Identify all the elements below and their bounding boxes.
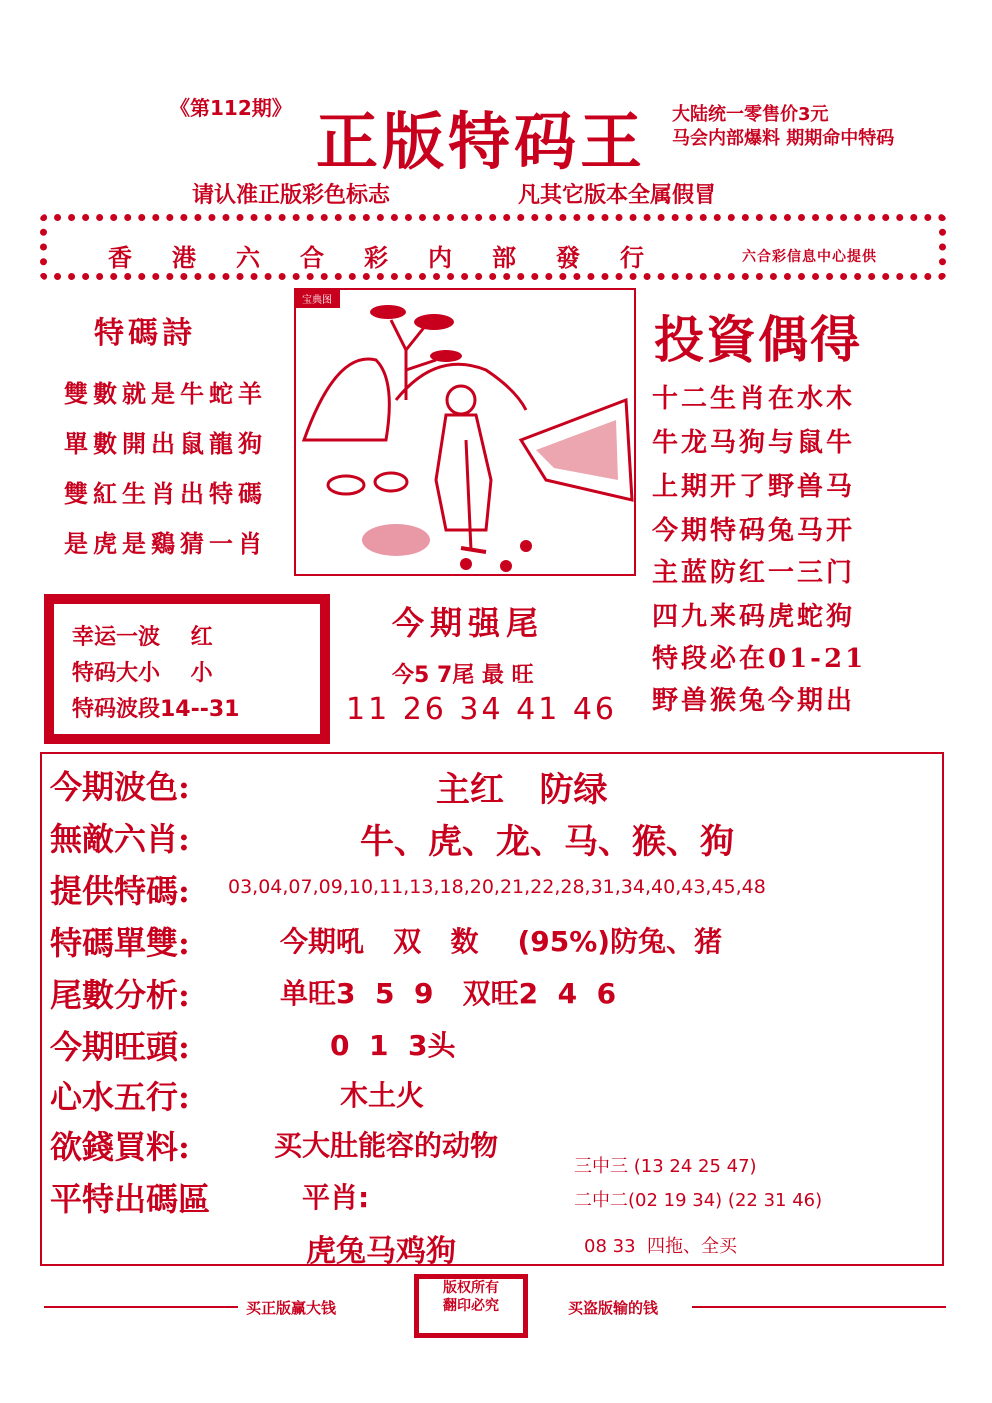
insider-note: 马会内部爆料 期期命中特码 xyxy=(672,128,895,149)
row-label-lucky-head: 今期旺頭: xyxy=(50,1028,190,1066)
counterfeit-notice: 凡其它版本全属假冒 xyxy=(518,183,717,208)
flat-animals: 虎兔马鸡狗 xyxy=(306,1234,456,1269)
footer-divider-right xyxy=(692,1306,946,1308)
invest-line: 主蓝防红一三门 xyxy=(652,558,856,588)
invest-line: 四九来码虎蛇狗 xyxy=(652,602,856,632)
combo-two: 二中二(02 19 34) (22 31 46) xyxy=(574,1190,823,1211)
row-value-six-zodiac: 牛、虎、龙、马、猴、狗 xyxy=(360,822,734,862)
invest-line: 十二生肖在水木 xyxy=(652,384,856,414)
banner-subtitle: 六合彩信息中心提供 xyxy=(742,249,877,265)
row-label-paid-info: 欲錢買料: xyxy=(50,1128,190,1166)
page-title: 正版特码王 xyxy=(316,105,647,178)
row-label-six-zodiac: 無敵六肖: xyxy=(50,820,190,858)
invest-line: 野兽猴兔今期出 xyxy=(652,686,856,716)
row-value-tail-analysis: 单旺3 5 9 双旺2 4 6 xyxy=(280,977,617,1010)
issue-number: 《第112期》 xyxy=(170,96,292,120)
poem-line: 單數開出鼠龍狗 xyxy=(64,429,267,458)
footer-slogan-left: 买正版赢大钱 xyxy=(246,1299,337,1317)
banner-title: 香港六合彩内部發行 xyxy=(108,243,684,272)
row-value-paid-info: 买大肚能容的动物 xyxy=(274,1129,499,1162)
row-value-odd-even: 今期吼 双 数 (95%)防兔、猪 xyxy=(280,925,723,958)
poem-line: 雙數就是牛蛇羊 xyxy=(64,379,267,408)
price-note: 大陆统一零售价3元 xyxy=(672,104,829,125)
row-label-special-numbers: 提供特碼: xyxy=(50,872,190,910)
strong-tail-sub: 今5 7尾 最 旺 xyxy=(392,663,534,688)
row-label-flat-zone: 平特出碼區 xyxy=(50,1180,211,1218)
poem-title: 特碼詩 xyxy=(94,316,196,351)
strong-tail-numbers: 11 26 34 41 46 xyxy=(346,692,618,727)
invest-line: 今期特码兔马开 xyxy=(652,516,856,546)
copyright-line: 版权所有 xyxy=(443,1280,499,1296)
copyright-box xyxy=(414,1274,528,1338)
invest-line: 牛龙马狗与鼠牛 xyxy=(652,428,856,458)
poem-line: 是虎是鷄猜一肖 xyxy=(64,529,267,558)
row-value-flat-zodiac: 平肖: xyxy=(302,1181,370,1214)
invest-title: 投資偶得 xyxy=(654,310,862,369)
luck-size: 特码大小 小 xyxy=(72,661,213,686)
row-label-tail-analysis: 尾數分析: xyxy=(50,976,190,1014)
luck-wave: 幸运一波 红 xyxy=(72,625,213,650)
row-value-lucky-head: 0 1 3头 xyxy=(330,1029,456,1062)
row-value-special-numbers: 03,04,07,09,10,11,13,18,20,21,22,28,31,34,40,43,45,48 xyxy=(228,876,766,898)
combo-three: 三中三 (13 24 25 47) xyxy=(574,1156,757,1177)
combo-drag: 08 33 四拖、全买 xyxy=(584,1236,737,1257)
stamp-label: 宝典图 xyxy=(302,295,332,306)
row-value-five-elements: 木土火 xyxy=(340,1079,425,1112)
invest-line: 特段必在01-21 xyxy=(652,644,867,674)
luck-range: 特码波段14--31 xyxy=(72,697,240,722)
illustration xyxy=(294,288,636,576)
invest-line: 上期开了野兽马 xyxy=(652,472,856,502)
row-label-odd-even: 特碼單雙: xyxy=(50,924,190,962)
footer-divider-left xyxy=(44,1306,238,1308)
row-label-five-elements: 心水五行: xyxy=(50,1078,190,1116)
strong-tail-title: 今期强尾 xyxy=(392,604,545,642)
row-value-wave-color: 主红 防绿 xyxy=(436,770,608,810)
row-label-wave-color: 今期波色: xyxy=(50,768,190,806)
poem-line: 雙紅生肖出特碼 xyxy=(64,479,267,508)
reprint-line: 翻印必究 xyxy=(443,1298,499,1314)
farmer-illustration xyxy=(296,290,634,574)
authenticity-notice: 请认准正版彩色标志 xyxy=(192,183,391,208)
footer-slogan-right: 买盗版输的钱 xyxy=(568,1299,659,1317)
